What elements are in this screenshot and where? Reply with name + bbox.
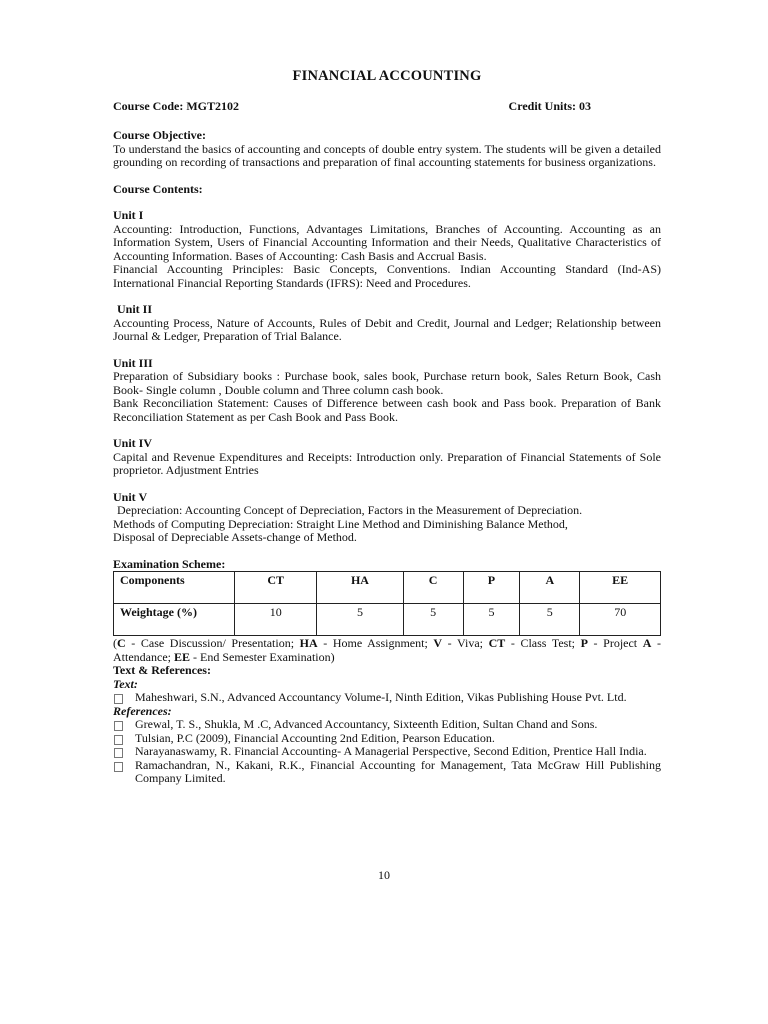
unit-text: Disposal of Depreciable Assets-change of Method. xyxy=(113,530,357,544)
table-cell: 5 xyxy=(317,604,403,636)
credit-units: Credit Units: 03 xyxy=(508,98,591,113)
reference-text: Grewal, T. S., Shukla, M .C, Advanced Accountancy, Sixteenth Edition, Sultan Chand and Sons. xyxy=(135,717,598,731)
unit-heading: Unit IV xyxy=(113,436,153,450)
unit-text: Depreciation: Accounting Concept of Depreciation, Factors in the Measurement of Depreciation. xyxy=(117,503,583,517)
list-item xyxy=(113,759,661,786)
list-item xyxy=(113,745,661,759)
unit-text: Accounting Process, Nature of Accounts, Rules of Debit and Credit, Journal and Ledger; Relationship between Journal & Ledger, Preparation of Trial Balance. xyxy=(113,315,661,343)
table-cell: Components xyxy=(114,572,235,604)
unit-section xyxy=(113,437,661,478)
bullet-icon xyxy=(114,748,123,758)
list-item xyxy=(113,691,661,705)
course-objective-text: To understand the basics of accounting and concepts of double entry system. The students will be given a detailed grounding on recording of transactions and preparation of final accounting statements for business organizations. xyxy=(113,141,661,169)
table-cell: A xyxy=(520,572,580,604)
unit-text: Methods of Computing Depreciation: Straight Line Method and Diminishing Balance Method, xyxy=(113,516,568,531)
table-cell: EE xyxy=(580,572,661,604)
unit-text: Preparation of Subsidiary books : Purchase book, sales book, Purchase return book, Sales Return Book, Cash Book- Single column , Double column and Three column cash book. xyxy=(113,369,661,397)
table-cell: 10 xyxy=(235,604,317,636)
table-cell: 70 xyxy=(580,604,661,636)
table-cell: 5 xyxy=(520,604,580,636)
table-cell: C xyxy=(403,572,463,604)
unit-text: Bank Reconciliation Statement: Causes of Difference between cash book and Pass book. Preparation of Bank Reconciliation Statement as per Cash Book and Pass Book. xyxy=(113,396,661,424)
document-page xyxy=(113,70,661,786)
unit-text: Accounting: Introduction, Functions, Advantages Limitations, Branches of Accounting. Accounting as an Information System, Users of Financial Accounting Information and their Needs, Qualitative Characteristics of Accounting Information. Bases of Accounting: Cash Basis and Accrual Basis. xyxy=(113,221,661,263)
bullet-icon xyxy=(114,735,123,745)
bullet-icon xyxy=(114,762,123,772)
examination-scheme-heading: Examination Scheme: xyxy=(113,556,226,571)
unit-text: Financial Accounting Principles: Basic Concepts, Conventions. Indian Accounting Standard (Ind-AS) International Financial Reporting Standards (IFRS): Need and Procedures. xyxy=(113,262,661,290)
reference-text: Maheshwari, S.N., Advanced Accountancy Volume-I, Ninth Edition, Vikas Publishing House Pvt. Ltd. xyxy=(135,690,627,704)
unit-section xyxy=(113,491,661,545)
table-cell: 5 xyxy=(403,604,463,636)
table-row xyxy=(114,604,661,636)
examination-scheme-table xyxy=(113,571,661,636)
table-cell: HA xyxy=(317,572,403,604)
list-item xyxy=(113,718,661,732)
reference-text: Narayanaswamy, R. Financial Accounting- A Managerial Perspective, Second Edition, Prentice Hall India. xyxy=(135,744,647,758)
unit-heading: Unit I xyxy=(113,208,144,222)
table-cell: CT xyxy=(235,572,317,604)
table-cell: Weightage (%) xyxy=(114,604,235,636)
table-cell: P xyxy=(463,572,520,604)
references-label: References: xyxy=(113,703,172,718)
course-code-row xyxy=(113,100,661,114)
table-header-row xyxy=(114,572,661,604)
unit-section xyxy=(113,303,661,344)
course-code: Course Code: MGT2102 xyxy=(113,98,239,113)
unit-section xyxy=(113,357,661,425)
list-item xyxy=(113,732,661,746)
table-cell: 5 xyxy=(463,604,520,636)
unit-heading: Unit III xyxy=(113,355,153,370)
course-objective-section xyxy=(113,129,661,170)
unit-section xyxy=(113,209,661,290)
document-title: FINANCIAL ACCOUNTING xyxy=(292,68,482,84)
exam-legend: (C - Case Discussion/ Presentation; HA - Home Assignment; V - Viva; CT - Class Test; P - Project A - Attendance; EE - End Semester Examination) xyxy=(113,636,662,664)
text-label: Text: xyxy=(113,676,138,691)
text-references-heading: Text & References: xyxy=(113,663,211,677)
page-number: 10 xyxy=(378,868,390,882)
reference-text: Ramachandran, N., Kakani, R.K., Financial Accounting for Management, Tata McGraw Hill Publishing Company Limited. xyxy=(135,757,661,785)
unit-heading: Unit II xyxy=(117,302,153,316)
bullet-icon xyxy=(114,721,123,731)
course-contents-heading: Course Contents: xyxy=(113,181,203,196)
unit-heading: Unit V xyxy=(113,489,148,504)
bullet-icon xyxy=(114,694,123,704)
reference-text: Tulsian, P.C (2009), Financial Accounting 2nd Edition, Pearson Education. xyxy=(135,730,495,745)
unit-text: Capital and Revenue Expenditures and Receipts: Introduction only. Preparation of Financial Statements of Sole proprietor. Adjustment Entries xyxy=(113,449,661,477)
course-objective-heading: Course Objective: xyxy=(113,128,206,142)
